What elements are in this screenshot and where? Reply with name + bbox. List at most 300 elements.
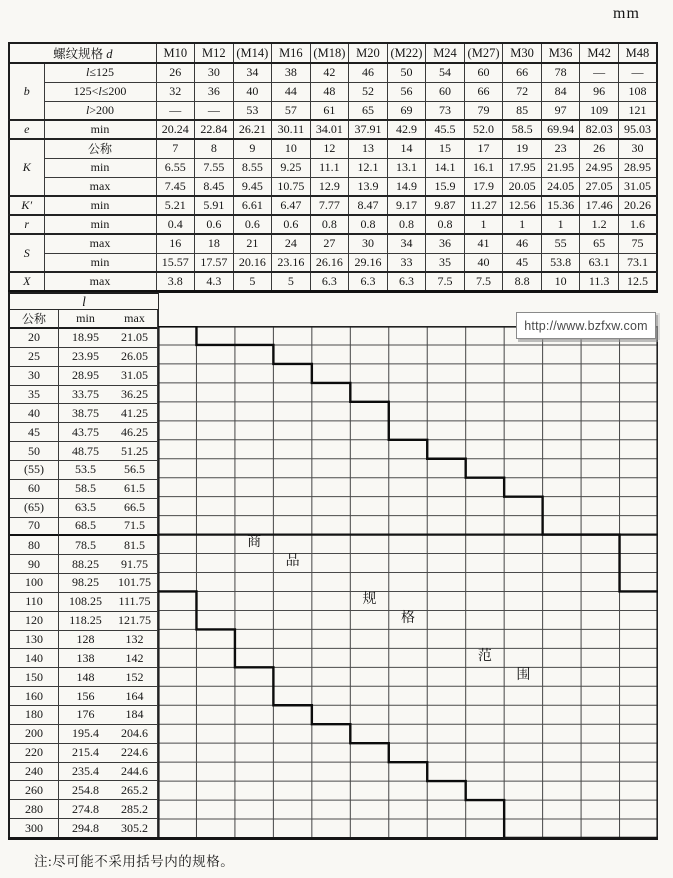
spec-value-cell: 1.6 <box>618 215 657 234</box>
length-max-cell: 142 <box>112 649 158 668</box>
length-max-cell: 265.2 <box>112 781 158 800</box>
size-column-header: M20 <box>349 43 388 63</box>
length-min-cell: 88.25 <box>59 555 112 574</box>
band-label-char: 格 <box>401 610 415 626</box>
size-column-header: M10 <box>156 43 195 63</box>
spec-value-cell: 4.3 <box>195 272 234 291</box>
spec-value-cell: 40 <box>464 253 503 272</box>
spec-value-cell: 6.3 <box>349 272 388 291</box>
length-nominal-cell: (65) <box>10 499 59 518</box>
spec-value-cell: 24.05 <box>541 177 580 196</box>
row-sub-label: min <box>44 158 156 177</box>
length-subheader: min <box>59 310 112 329</box>
spec-value-cell: 15 <box>426 139 465 158</box>
length-max-cell: 61.5 <box>112 480 158 499</box>
length-nominal-cell: 90 <box>10 555 59 574</box>
length-max-cell: 71.5 <box>112 518 158 537</box>
spec-value-cell: 26 <box>580 139 619 158</box>
spec-value-cell: 20.16 <box>233 253 272 272</box>
size-column-header: (M27) <box>464 43 503 63</box>
spec-value-cell: 15.57 <box>156 253 195 272</box>
spec-value-cell: 16.1 <box>464 158 503 177</box>
spec-row <box>9 139 657 158</box>
spec-value-cell: 7.5 <box>426 272 465 291</box>
spec-value-cell: 78 <box>541 63 580 82</box>
row-sub-label: max <box>44 234 156 253</box>
spec-value-cell: 36 <box>426 234 465 253</box>
spec-value-cell: 31.05 <box>618 177 657 196</box>
spec-value-cell: 0.6 <box>233 215 272 234</box>
length-min-cell: 118.25 <box>59 612 112 631</box>
spec-value-cell: 50 <box>387 63 426 82</box>
length-nominal-cell: 100 <box>10 574 59 593</box>
spec-value-cell: 23 <box>541 139 580 158</box>
spec-value-cell: 55 <box>541 234 580 253</box>
spec-value-cell: 13.1 <box>387 158 426 177</box>
spec-value-cell: 34 <box>387 234 426 253</box>
commercial-range-grid <box>158 326 658 838</box>
spec-value-cell: 24.95 <box>580 158 619 177</box>
spec-row <box>9 82 657 101</box>
length-nominal-cell: 60 <box>10 480 59 499</box>
spec-value-cell: 17.57 <box>195 253 234 272</box>
spec-value-cell: 12 <box>310 139 349 158</box>
spec-value-cell: 33 <box>387 253 426 272</box>
spec-value-cell: 52 <box>349 82 388 101</box>
length-nominal-cell: 20 <box>10 329 59 348</box>
spec-value-cell: 27.05 <box>580 177 619 196</box>
spec-row <box>9 63 657 82</box>
spec-value-cell: 58.5 <box>503 120 542 139</box>
spec-value-cell: 29.16 <box>349 253 388 272</box>
length-nominal-cell: 110 <box>10 593 59 612</box>
spec-value-cell: 27 <box>310 234 349 253</box>
row-group-label: b <box>9 63 44 120</box>
length-min-cell: 48.75 <box>59 442 112 461</box>
spec-value-cell: 20.24 <box>156 120 195 139</box>
length-nominal-cell: 70 <box>10 518 59 537</box>
spec-value-cell: 96 <box>580 82 619 101</box>
spec-value-cell: 6.55 <box>156 158 195 177</box>
spec-value-cell: 12.1 <box>349 158 388 177</box>
length-nominal-cell: 260 <box>10 781 59 800</box>
spec-value-cell: 16 <box>156 234 195 253</box>
length-nominal-cell: 180 <box>10 706 59 725</box>
spec-value-cell: 46 <box>349 63 388 82</box>
spec-value-cell: 121 <box>618 101 657 120</box>
spec-value-cell: 14 <box>387 139 426 158</box>
spec-value-cell: 45 <box>503 253 542 272</box>
length-subheader: max <box>112 310 158 329</box>
length-nominal-cell: 40 <box>10 404 59 423</box>
spec-value-cell: 79 <box>464 101 503 120</box>
spec-value-cell: 108 <box>618 82 657 101</box>
spec-value-cell: — <box>195 101 234 120</box>
spec-row <box>9 177 657 196</box>
spec-value-cell: 0.4 <box>156 215 195 234</box>
spec-value-cell: 7.5 <box>464 272 503 291</box>
spec-value-cell: 17.95 <box>503 158 542 177</box>
length-nominal-cell: 35 <box>10 386 59 405</box>
spec-value-cell: 21.95 <box>541 158 580 177</box>
length-max-cell: 31.05 <box>112 367 158 386</box>
length-min-cell: 43.75 <box>59 423 112 442</box>
spec-value-cell: 45.5 <box>426 120 465 139</box>
length-min-cell: 98.25 <box>59 574 112 593</box>
length-max-cell: 224.6 <box>112 744 158 763</box>
spec-row <box>9 215 657 234</box>
length-min-cell: 274.8 <box>59 800 112 819</box>
length-nominal-cell: 130 <box>10 631 59 650</box>
spec-value-cell: 5 <box>272 272 311 291</box>
spec-value-cell: 23.16 <box>272 253 311 272</box>
spec-value-cell: 60 <box>426 82 465 101</box>
spec-value-cell: 5.91 <box>195 196 234 215</box>
spec-value-cell: 53.8 <box>541 253 580 272</box>
spec-value-cell: 28.95 <box>618 158 657 177</box>
length-min-cell: 294.8 <box>59 819 112 838</box>
spec-value-cell: 63.1 <box>580 253 619 272</box>
row-group-label: S <box>9 234 44 272</box>
length-max-cell: 46.25 <box>112 423 158 442</box>
spec-value-cell: 9.45 <box>233 177 272 196</box>
spec-value-cell: 11.3 <box>580 272 619 291</box>
band-label-char: 围 <box>516 667 531 683</box>
length-min-cell: 215.4 <box>59 744 112 763</box>
length-nominal-cell: 140 <box>10 649 59 668</box>
row-sub-label: 公称 <box>44 139 156 158</box>
spec-header-row <box>9 43 657 63</box>
spec-value-cell: 15.36 <box>541 196 580 215</box>
spec-value-cell: 109 <box>580 101 619 120</box>
spec-header-label: 螺纹规格 d <box>9 43 156 63</box>
length-max-cell: 91.75 <box>112 555 158 574</box>
band-label-char: 规 <box>362 591 377 607</box>
spec-value-cell: 42.9 <box>387 120 426 139</box>
spec-value-cell: 5 <box>233 272 272 291</box>
spec-value-cell: 69 <box>387 101 426 120</box>
length-min-cell: 156 <box>59 687 112 706</box>
spec-value-cell: 7 <box>156 139 195 158</box>
spec-row <box>9 272 657 291</box>
row-sub-label: l≤125 <box>44 63 156 82</box>
spec-value-cell: 85 <box>503 101 542 120</box>
length-nominal-cell: 160 <box>10 687 59 706</box>
spec-row <box>9 120 657 139</box>
length-nominal-cell: 220 <box>10 744 59 763</box>
size-column-header: M42 <box>580 43 619 63</box>
unit-label: mm <box>613 5 640 22</box>
length-nominal-cell: 200 <box>10 725 59 744</box>
spec-row <box>9 196 657 215</box>
size-column-header: M48 <box>618 43 657 63</box>
length-max-cell: 41.25 <box>112 404 158 423</box>
size-column-header: M30 <box>503 43 542 63</box>
spec-value-cell: 30 <box>195 63 234 82</box>
spec-value-cell: 22.84 <box>195 120 234 139</box>
spec-value-cell: 75 <box>618 234 657 253</box>
row-sub-label: max <box>44 272 156 291</box>
length-min-cell: 235.4 <box>59 763 112 782</box>
length-min-cell: 138 <box>59 649 112 668</box>
thread-spec-table-body <box>9 43 657 291</box>
row-sub-label: min <box>44 215 156 234</box>
spec-value-cell: 42 <box>310 63 349 82</box>
spec-value-cell: 82.03 <box>580 120 619 139</box>
spec-value-cell: 1 <box>503 215 542 234</box>
row-sub-label: min <box>44 196 156 215</box>
length-max-cell: 66.5 <box>112 499 158 518</box>
length-min-cell: 176 <box>59 706 112 725</box>
spec-value-cell: 13.9 <box>349 177 388 196</box>
length-nominal-cell: 280 <box>10 800 59 819</box>
spec-value-cell: 8.8 <box>503 272 542 291</box>
size-column-header: M12 <box>195 43 234 63</box>
spec-value-cell: 24 <box>272 234 311 253</box>
spec-value-cell: 7.45 <box>156 177 195 196</box>
size-column-header: (M18) <box>310 43 349 63</box>
row-sub-label: min <box>44 120 156 139</box>
spec-value-cell: 6.61 <box>233 196 272 215</box>
spec-value-cell: 66 <box>464 82 503 101</box>
spec-value-cell: 20.05 <box>503 177 542 196</box>
spec-value-cell: 48 <box>310 82 349 101</box>
length-max-cell: 121.75 <box>112 612 158 631</box>
length-min-cell: 148 <box>59 668 112 687</box>
spec-value-cell: 53 <box>233 101 272 120</box>
row-group-label: r <box>9 215 44 234</box>
length-max-cell: 244.6 <box>112 763 158 782</box>
spec-value-cell: 32 <box>156 82 195 101</box>
spec-row <box>9 158 657 177</box>
row-group-label: K <box>9 139 44 196</box>
length-min-cell: 63.5 <box>59 499 112 518</box>
spec-value-cell: 6.47 <box>272 196 311 215</box>
spec-value-cell: 8.45 <box>195 177 234 196</box>
spec-value-cell: 73.1 <box>618 253 657 272</box>
length-nominal-cell: 45 <box>10 423 59 442</box>
spec-value-cell: 14.9 <box>387 177 426 196</box>
spec-value-cell: 52.0 <box>464 120 503 139</box>
spec-value-cell: 9.87 <box>426 196 465 215</box>
size-column-header: (M14) <box>233 43 272 63</box>
spec-value-cell: 3.8 <box>156 272 195 291</box>
band-label-char: 商 <box>247 535 262 551</box>
size-column-header: (M22) <box>387 43 426 63</box>
length-max-cell: 56.5 <box>112 461 158 480</box>
spec-value-cell: 9 <box>233 139 272 158</box>
spec-value-cell: 84 <box>541 82 580 101</box>
size-column-header: M16 <box>272 43 311 63</box>
spec-value-cell: 30 <box>618 139 657 158</box>
length-max-cell: 305.2 <box>112 819 158 838</box>
spec-value-cell: 26.21 <box>233 120 272 139</box>
spec-value-cell: 6.3 <box>387 272 426 291</box>
length-min-cell: 23.95 <box>59 348 112 367</box>
spec-value-cell: 38 <box>272 63 311 82</box>
spec-value-cell: 1 <box>464 215 503 234</box>
length-min-cell: 38.75 <box>59 404 112 423</box>
spec-value-cell: 18 <box>195 234 234 253</box>
row-sub-label: 125<l≤200 <box>44 82 156 101</box>
length-nominal-cell: 30 <box>10 367 59 386</box>
length-max-cell: 26.05 <box>112 348 158 367</box>
length-header: l <box>10 294 158 310</box>
length-subheader: 公称 <box>10 310 59 329</box>
length-max-cell: 152 <box>112 668 158 687</box>
range-grid-lines <box>158 326 660 841</box>
size-column-header: M24 <box>426 43 465 63</box>
row-sub-label: min <box>44 253 156 272</box>
spec-value-cell: 5.21 <box>156 196 195 215</box>
length-min-cell: 53.5 <box>59 461 112 480</box>
row-sub-label: max <box>44 177 156 196</box>
spec-value-cell: 0.8 <box>349 215 388 234</box>
row-group-label: e <box>9 120 44 139</box>
spec-value-cell: 36 <box>195 82 234 101</box>
spec-value-cell: 6.3 <box>310 272 349 291</box>
spec-value-cell: 34.01 <box>310 120 349 139</box>
length-min-cell: 28.95 <box>59 367 112 386</box>
spec-value-cell: 8 <box>195 139 234 158</box>
row-sub-label: l>200 <box>44 101 156 120</box>
spec-value-cell: 57 <box>272 101 311 120</box>
length-min-cell: 68.5 <box>59 518 112 537</box>
spec-value-cell: 0.8 <box>310 215 349 234</box>
length-min-cell: 78.5 <box>59 536 112 555</box>
length-min-cell: 18.95 <box>59 329 112 348</box>
spec-value-cell: 7.77 <box>310 196 349 215</box>
spec-value-cell: 46 <box>503 234 542 253</box>
spec-value-cell: 44 <box>272 82 311 101</box>
length-nominal-cell: 25 <box>10 348 59 367</box>
spec-value-cell: 11.27 <box>464 196 503 215</box>
length-min-cell: 33.75 <box>59 386 112 405</box>
length-max-cell: 184 <box>112 706 158 725</box>
spec-value-cell: 21 <box>233 234 272 253</box>
length-min-cell: 195.4 <box>59 725 112 744</box>
row-group-label: K′ <box>9 196 44 215</box>
spec-value-cell: 1 <box>541 215 580 234</box>
spec-value-cell: 9.17 <box>387 196 426 215</box>
spec-value-cell: 61 <box>310 101 349 120</box>
spec-value-cell: 12.9 <box>310 177 349 196</box>
footnote: 注:尽可能不采用括号内的规格。 <box>34 854 235 869</box>
spec-value-cell: 73 <box>426 101 465 120</box>
band-label-char: 品 <box>285 554 300 570</box>
spec-row <box>9 253 657 272</box>
spec-value-cell: 30.11 <box>272 120 311 139</box>
spec-value-cell: 10.75 <box>272 177 311 196</box>
length-max-cell: 111.75 <box>112 593 158 612</box>
spec-row <box>9 101 657 120</box>
length-nominal-cell: 50 <box>10 442 59 461</box>
spec-value-cell: 0.8 <box>426 215 465 234</box>
table-bottom-border <box>8 837 658 840</box>
spec-value-cell: 26 <box>156 63 195 82</box>
spec-value-cell: 15.9 <box>426 177 465 196</box>
spec-value-cell: 12.5 <box>618 272 657 291</box>
spec-value-cell: 13 <box>349 139 388 158</box>
size-column-header: M36 <box>541 43 580 63</box>
length-nominal-cell: (55) <box>10 461 59 480</box>
spec-value-cell: 17.46 <box>580 196 619 215</box>
spec-value-cell: 11.1 <box>310 158 349 177</box>
length-max-cell: 132 <box>112 631 158 650</box>
spec-value-cell: 8.47 <box>349 196 388 215</box>
length-max-cell: 164 <box>112 687 158 706</box>
thread-spec-table <box>8 42 658 293</box>
spec-value-cell: 19 <box>503 139 542 158</box>
spec-value-cell: 1.2 <box>580 215 619 234</box>
length-max-cell: 51.25 <box>112 442 158 461</box>
spec-value-cell: 30 <box>349 234 388 253</box>
length-nominal-cell: 120 <box>10 612 59 631</box>
spec-value-cell: 8.55 <box>233 158 272 177</box>
spec-value-cell: 20.26 <box>618 196 657 215</box>
spec-value-cell: 60 <box>464 63 503 82</box>
length-min-cell: 58.5 <box>59 480 112 499</box>
length-max-cell: 36.25 <box>112 386 158 405</box>
spec-value-cell: 37.91 <box>349 120 388 139</box>
watermark-url: http://www.bzfxw.com <box>524 318 648 333</box>
spec-value-cell: 10 <box>272 139 311 158</box>
length-max-cell: 101.75 <box>112 574 158 593</box>
row-group-label: X <box>9 272 44 291</box>
spec-value-cell: 7.55 <box>195 158 234 177</box>
spec-value-cell: 35 <box>426 253 465 272</box>
length-min-cell: 128 <box>59 631 112 650</box>
spec-value-cell: 65 <box>580 234 619 253</box>
spec-value-cell: 40 <box>233 82 272 101</box>
length-nominal-cell: 300 <box>10 819 59 838</box>
spec-value-cell: 26.16 <box>310 253 349 272</box>
length-nominal-cell: 80 <box>10 536 59 555</box>
spec-value-cell: 0.8 <box>387 215 426 234</box>
spec-value-cell: 54 <box>426 63 465 82</box>
spec-value-cell: 17.9 <box>464 177 503 196</box>
spec-value-cell: 97 <box>541 101 580 120</box>
spec-value-cell: 72 <box>503 82 542 101</box>
spec-value-cell: 10 <box>541 272 580 291</box>
length-nominal-cell: 150 <box>10 668 59 687</box>
spec-value-cell: 34 <box>233 63 272 82</box>
spec-row <box>9 234 657 253</box>
length-min-cell: 108.25 <box>59 593 112 612</box>
spec-value-cell: 0.6 <box>272 215 311 234</box>
length-table <box>8 292 159 838</box>
length-max-cell: 81.5 <box>112 536 158 555</box>
spec-value-cell: 12.56 <box>503 196 542 215</box>
spec-value-cell: 17 <box>464 139 503 158</box>
length-min-cell: 254.8 <box>59 781 112 800</box>
band-label-char: 范 <box>477 648 492 664</box>
spec-value-cell: 41 <box>464 234 503 253</box>
spec-value-cell: 66 <box>503 63 542 82</box>
spec-value-cell: 69.94 <box>541 120 580 139</box>
spec-value-cell: 95.03 <box>618 120 657 139</box>
length-nominal-cell: 240 <box>10 763 59 782</box>
spec-value-cell: — <box>156 101 195 120</box>
spec-value-cell: 14.1 <box>426 158 465 177</box>
watermark <box>516 312 656 339</box>
spec-value-cell: 0.6 <box>195 215 234 234</box>
length-max-cell: 285.2 <box>112 800 158 819</box>
spec-value-cell: 65 <box>349 101 388 120</box>
spec-value-cell: — <box>580 63 619 82</box>
length-max-cell: 21.05 <box>112 329 158 348</box>
spec-value-cell: — <box>618 63 657 82</box>
